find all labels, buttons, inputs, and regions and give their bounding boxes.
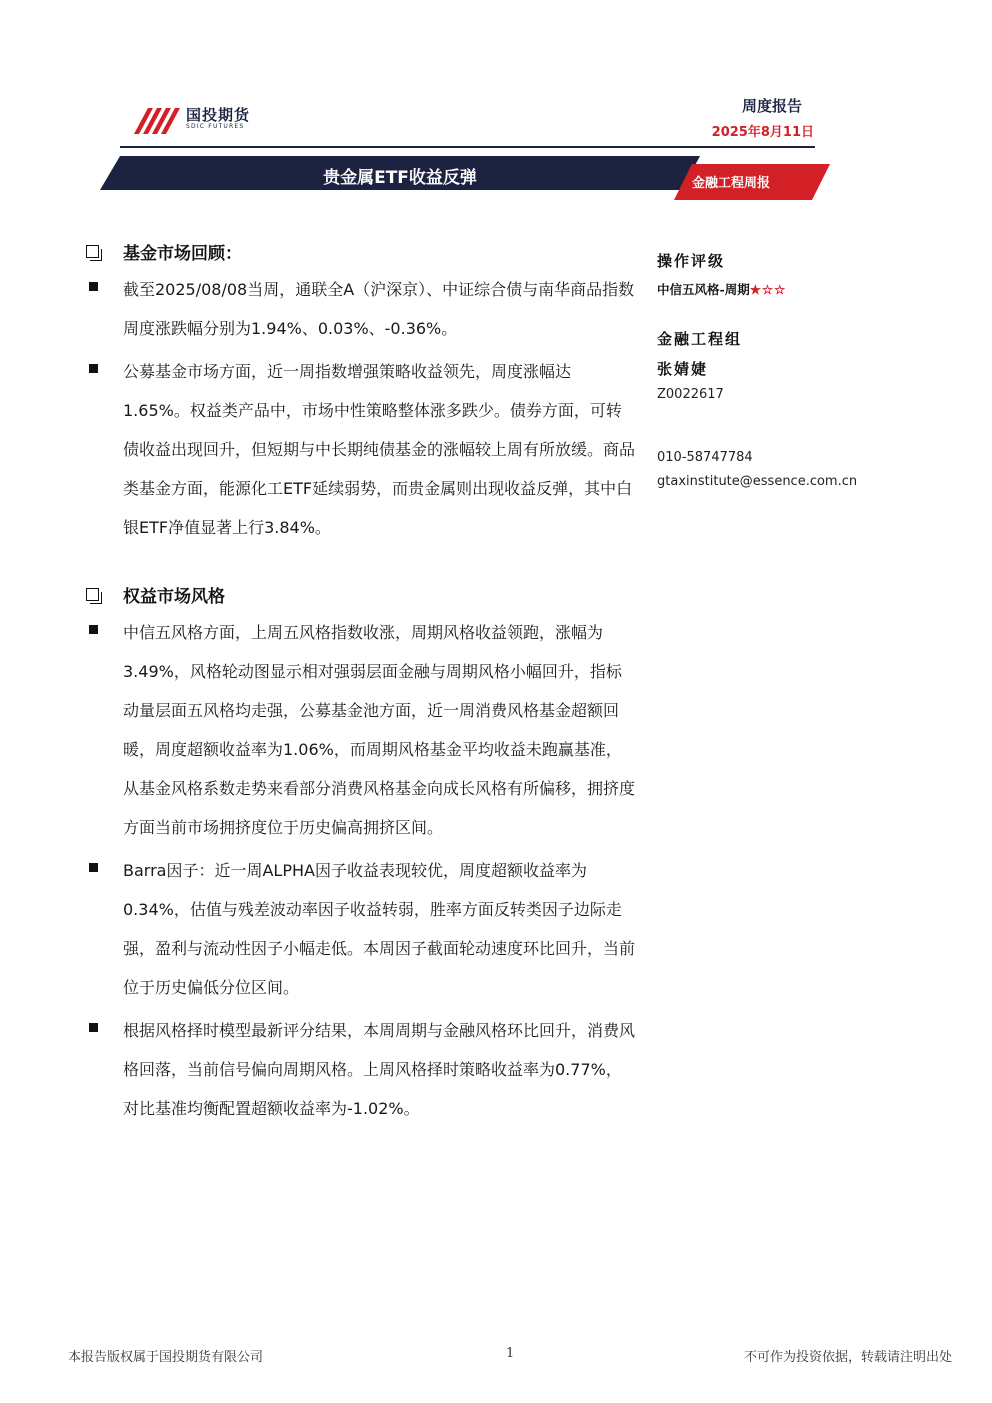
section-heading <box>86 579 636 609</box>
logo-text: 国投期货 <box>186 106 251 124</box>
footer-disclaimer: 不可作为投资依据，转载请注明出处 <box>743 1350 952 1365</box>
footer-copyright: 本报告版权属于国投期货有限公司 <box>68 1350 264 1365</box>
square-bullet-icon <box>89 282 98 291</box>
logo-mark-icon <box>134 104 184 134</box>
report-date: 2025年8月11日 <box>711 125 814 140</box>
main-content <box>86 236 636 1128</box>
square-bullet-icon <box>89 364 98 373</box>
report-series-tag: 金融工程周报 <box>692 176 771 191</box>
contact-phone: 010-58747784 <box>657 450 753 465</box>
analyst-license: Z0022617 <box>657 387 724 402</box>
rating-row <box>657 279 937 298</box>
company-logo <box>134 104 264 134</box>
checkbox-square-icon <box>86 588 99 601</box>
header-rule <box>120 146 815 148</box>
square-bullet-icon <box>89 1023 98 1032</box>
logo-subtext: SDIC FUTURES <box>186 123 245 130</box>
section-heading-text: 基金市场回顾： <box>123 243 242 264</box>
paragraph-text: 公募基金市场方面，近一周指数增强策略收益领先，周度涨幅达1.65%。权益类产品中，市场中性策略整体涨多跌少。债券方面，可转债收益出现回升，但短期与中长期纯债基金的涨幅较上周有所放缓。商品类基金方面，能源化工ETF延续弱势，而贵金属则出现收益反弹，其中白银ETF净值显著上行3.84%。 <box>123 362 636 537</box>
bullet-paragraph <box>86 851 636 1007</box>
square-bullet-icon <box>89 625 98 634</box>
paragraph-text: 中信五风格方面，上周五风格指数收涨，周期风格收益领跑，涨幅为3.49%，风格轮动图显示相对强弱层面金融与周期风格小幅回升，指标动量层面五风格均走强，公募基金池方面，近一周消费风格基金超额回暖，周度超额收益率为1.06%，而周期风格基金平均收益未跑赢基准，从基金风格系数走势来看部分消费风格基金向成长风格有所偏移，拥挤度方面当前市场拥挤度位于历史偏高拥挤区间。 <box>123 623 636 837</box>
bullet-paragraph <box>86 270 636 348</box>
bullet-paragraph <box>86 613 636 847</box>
contact-email[interactable]: gtaxinstitute@essence.com.cn <box>657 474 858 489</box>
bullet-paragraph <box>86 1011 636 1128</box>
sidebar-info <box>657 250 937 489</box>
paragraph-text: 截至2025/08/08当周，通联全A（沪深京）、中证综合债与南华商品指数周度涨跌幅分别为1.94%、0.03%、-0.36%。 <box>123 280 635 338</box>
rating-item: 中信五风格-周期 <box>657 282 750 297</box>
paragraph-text: Barra因子：近一周ALPHA因子收益表现较优，周度超额收益率为0.34%，估值与残差波动率因子收益转弱，胜率方面反转类因子边际走强，盈利与流动性因子小幅走低。本周因子截面轮动速度环比回升，当前位于历史偏低分位区间。 <box>123 861 636 997</box>
square-bullet-icon <box>89 863 98 872</box>
page-title: 贵金属ETF收益反弹 <box>323 168 477 188</box>
bullet-paragraph <box>86 352 636 547</box>
page-number: 1 <box>506 1346 515 1361</box>
section-heading <box>86 236 636 266</box>
section-heading-text: 权益市场风格 <box>123 586 225 607</box>
checkbox-square-icon <box>86 245 99 258</box>
paragraph-text: 根据风格择时模型最新评分结果，本周周期与金融风格环比回升，消费风格回落，当前信号偏向周期风格。上周风格择时策略收益率为0.77%，对比基准均衡配置超额收益率为-1.02%。 <box>123 1021 636 1118</box>
team-name: 金融工程组 <box>657 330 743 348</box>
report-type: 周度报告 <box>741 97 802 115</box>
rating-stars-icon: ★☆☆ <box>749 282 787 297</box>
rating-label: 操作评级 <box>657 252 726 270</box>
analyst-name: 张婧婕 <box>657 360 709 378</box>
